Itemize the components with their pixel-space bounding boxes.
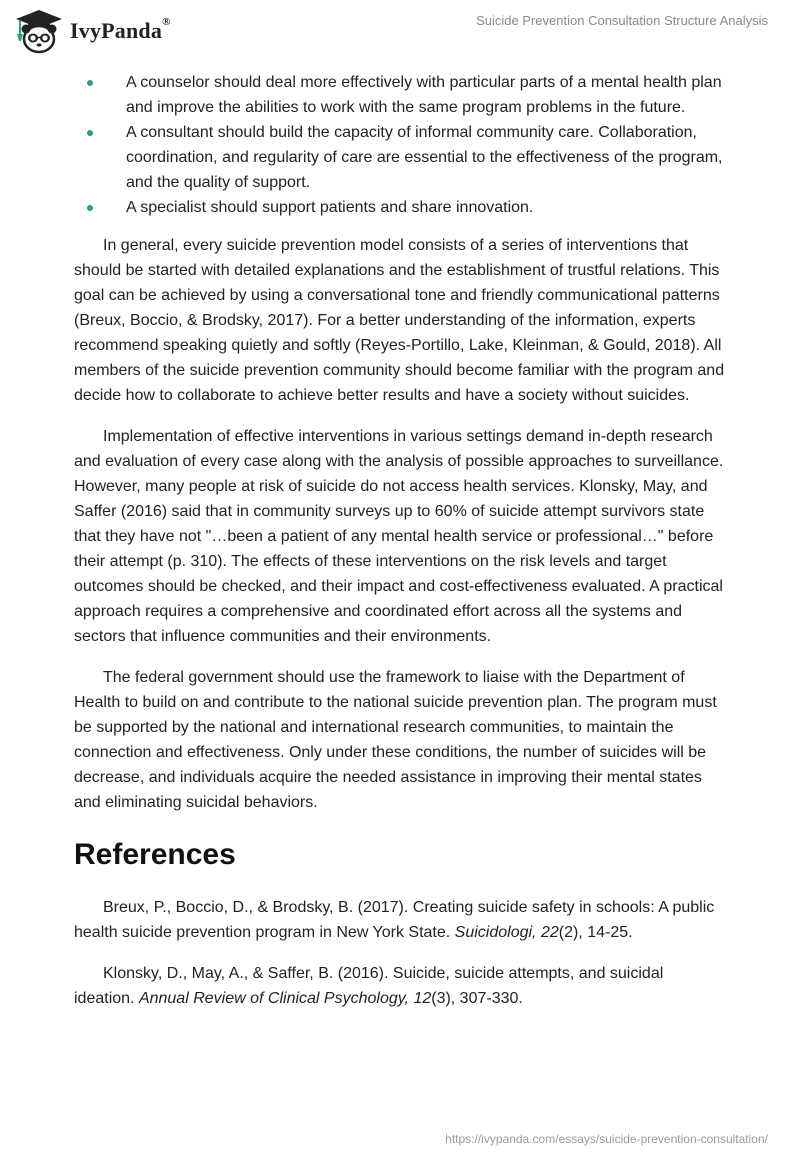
document-title: Suicide Prevention Consultation Structure Analysis — [476, 13, 768, 28]
bullet-dot-icon — [87, 205, 93, 211]
body-paragraph: Implementation of effective interventions in various settings demand in-depth research and evaluation of every case along with the analysis of possible approaches to surveillance. However, many people at risk of suicide do not access health services. Klonsky, May, and Saffer (2016) said that in community surveys up to 60% of suicide attempt survivors state that they have not "…been a patient of any mental health service or professional…" before their attempt (p. 310). The effects of these interventions on the risk levels and target outcomes should be checked, and their impact and cost-effectiveness evaluated. A practical approach requires a comprehensive and coordinated effort across all the systems and sectors that influence communities and their environments. — [74, 428, 724, 645]
body-paragraph: The federal government should use the framework to liaise with the Department of Health to build on and contribute to the national suicide prevention plan. The program must be supported by the national and international research communities, to maintain the connection and effectiveness. Only under these conditions, the number of suicides will be decrease, and individuals acquire the needed assistance in improving their mental states and eliminating suicidal behaviors. — [74, 669, 717, 811]
ivypanda-logo[interactable] — [14, 8, 171, 54]
document-body — [74, 70, 726, 1011]
bullet-dot-icon — [87, 130, 93, 136]
bullet-dot-icon — [87, 80, 93, 86]
bullet-item — [74, 70, 726, 120]
bullet-item — [74, 195, 726, 220]
reference-entry: Klonsky, D., May, A., & Saffer, B. (2016). Suicide, suicide attempts, and suicidal ideation. Annual Review of Clinical Psychology, 12(3), 307-330. — [74, 965, 664, 1007]
body-paragraph: In general, every suicide prevention model consists of a series of interventions that should be started with detailed explanations and the establishment of trustful relations. This goal can be achieved by using a conversational tone and friendly communicational patterns (Breux, Boccio, & Brodsky, 2017). For a better understanding of the information, experts recommend speaking quietly and softly (Reyes-Portillo, Lake, Kleinman, & Gould, 2018). All members of the suicide prevention community should become familiar with the program and decide how to collaborate to achieve better results and have a society without suicides. — [74, 237, 725, 404]
reference-entry: Breux, P., Boccio, D., & Brodsky, B. (2017). Creating suicide safety in schools: A public health suicide prevention program in New York State. Suicidologi, 22(2), 14-25. — [74, 899, 715, 941]
reference-journal: Suicidologi, 22 — [454, 924, 559, 941]
bullet-text: A consultant should build the capacity of informal community care. Collaboration, coordination, and regularity of care are essential to the effectiveness of the program, and the quality of support. — [126, 124, 723, 191]
registered-mark: ® — [162, 16, 171, 28]
panda-graduate-icon — [14, 8, 64, 54]
bullet-list — [74, 70, 726, 220]
bullet-text: A specialist should support patients and share innovation. — [126, 199, 534, 216]
bullet-text: A counselor should deal more effectively with particular parts of a mental health plan and improve the abilities to work with the same program problems in the future. — [126, 74, 722, 116]
logo-wordmark: IvyPanda® — [70, 16, 171, 43]
references-heading: References — [74, 838, 236, 871]
bullet-item — [74, 120, 726, 195]
reference-journal: Annual Review of Clinical Psychology, 12 — [138, 990, 432, 1007]
page-header — [0, 0, 800, 70]
source-url-link[interactable]: https://ivypanda.com/essays/suicide-prevention-consultation/ — [445, 1132, 768, 1146]
